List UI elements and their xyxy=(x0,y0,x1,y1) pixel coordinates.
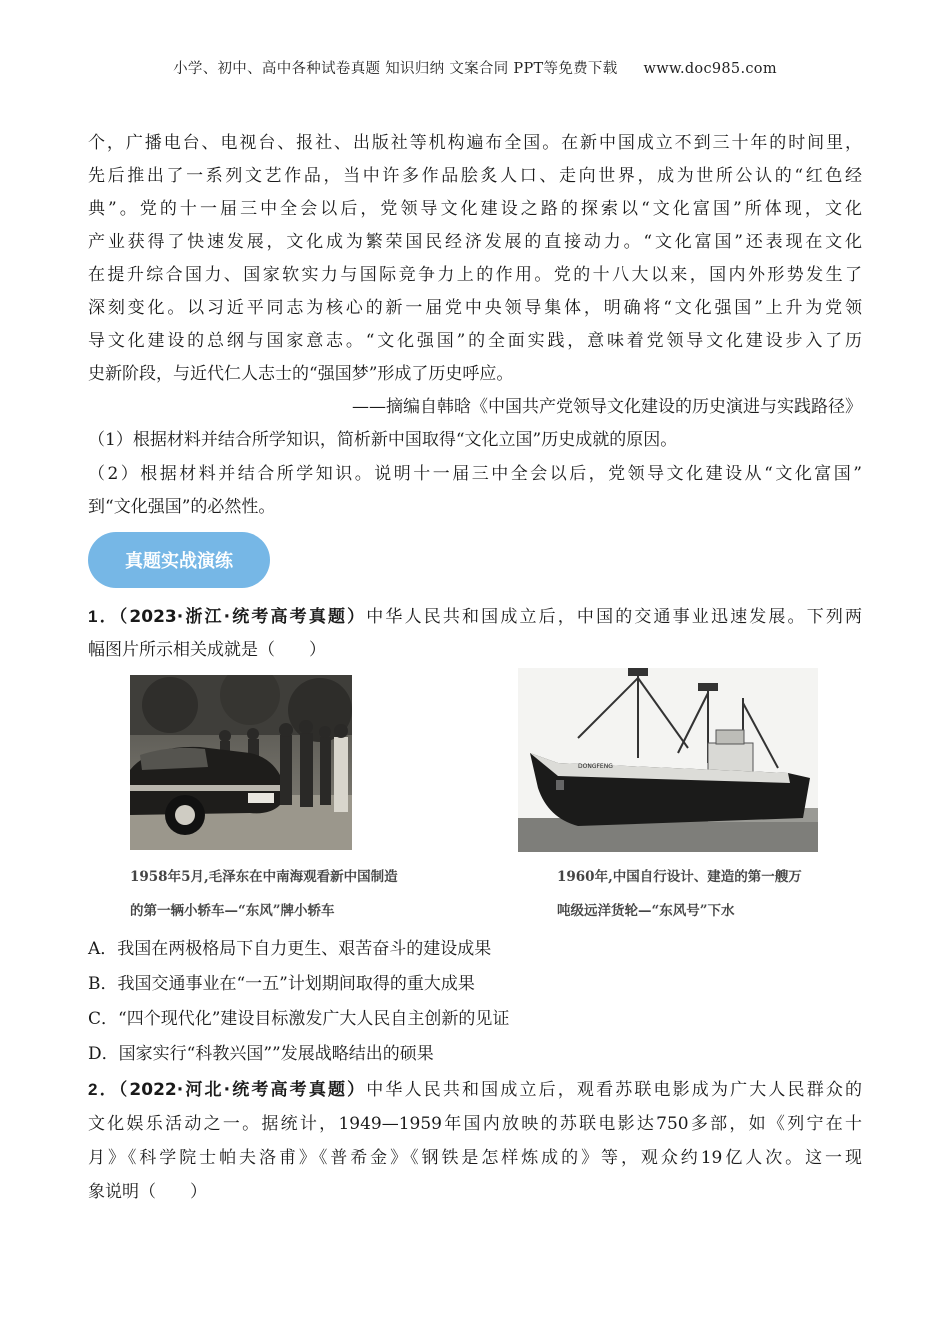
option-a[interactable]: A．我国在两极格局下自力更生、艰苦奋斗的建设成果 xyxy=(88,939,492,959)
question-2-line1: （2）根据材料并结合所学知识。说明十一届三中全会以后，党领导文化建设从“文化富国” xyxy=(88,464,862,484)
item-2-source-tag: （2022·河北·统考高考真题） xyxy=(118,1080,367,1100)
item-2-number: 2． xyxy=(88,1080,119,1099)
option-b[interactable]: B．我国交通事业在“一五”计划期间取得的重大成果 xyxy=(88,974,475,994)
material-line: 先后推出了一系列文艺作品，当中许多作品脍炙人口、走向世界，成为世所公认的“红色经 xyxy=(88,166,862,186)
ship-caption-line1: 1960年,中国自行设计、建造的第一艘万 xyxy=(557,869,802,885)
item-2-text: 中华人民共和国成立后，观看苏联电影成为广大人民群众的 xyxy=(366,1080,862,1100)
item-1-stem xyxy=(88,600,862,634)
material-source: ——摘编自韩晗《中国共产党领导文化建设的历史演进与实践路径》 xyxy=(352,397,862,417)
material-line: 典”。党的十一届三中全会以后，党领导文化建设之路的探索以“文化富国”所体现，文化 xyxy=(88,199,862,219)
item-1-stem-line2: 幅图片所示相关成就是（ ） xyxy=(88,640,326,660)
section-badge xyxy=(88,532,270,588)
material-line: 个，广播电台、电视台、报社、出版社等机构遍布全国。在新中国成立不到三十年的时间里， xyxy=(88,133,862,153)
item-2-line3: 月》《科学院士帕夫洛甫》《普希金》《钢铁是怎样炼成的》等，观众约19亿人次。这一现 xyxy=(88,1148,862,1168)
section-title: 真题实战演练 xyxy=(125,551,233,572)
item-1-number: 1． xyxy=(88,607,119,626)
car-caption-line1: 1958年5月,毛泽东在中南海观看新中国制造 xyxy=(130,869,398,885)
header-text: 小学、初中、高中各种试卷真题 知识归纳 文案合同 PPT等免费下载 xyxy=(173,61,618,77)
page-header xyxy=(0,57,950,78)
material-line: 在提升综合国力、国家软实力与国际竞争力上的作用。党的十八大以来，国内外形势发生了 xyxy=(88,265,862,285)
car-photo xyxy=(130,675,352,850)
question-2-line2: 到“文化强国”的必然性。 xyxy=(88,497,276,517)
item-1-text: 中华人民共和国成立后，中国的交通事业迅速发展。下列两 xyxy=(366,607,862,627)
car-photo-art xyxy=(130,675,352,850)
material-line: 导文化建设的总纲与国家意志。“文化强国”的全面实践，意味着党领导文化建设步入了历 xyxy=(88,331,862,351)
car-caption-line2: 的第一辆小轿车—“东风”牌小轿车 xyxy=(130,903,335,919)
header-site[interactable]: www.doc985.com xyxy=(643,61,777,77)
item-1-source-tag: （2023·浙江·统考高考真题） xyxy=(118,607,367,627)
item-2-stem xyxy=(88,1073,862,1107)
option-d[interactable]: D．国家实行“科教兴国””发展战略结出的硕果 xyxy=(88,1044,434,1064)
material-line: 产业获得了快速发展，文化成为繁荣国民经济发展的直接动力。“文化富国”还表现在文化 xyxy=(88,232,862,252)
item-2-line4: 象说明（ ） xyxy=(88,1182,207,1202)
ship-photo xyxy=(518,668,818,852)
question-1: （1）根据材料并结合所学知识，简析新中国取得“文化立国”历史成就的原因。 xyxy=(88,430,678,450)
material-line: 深刻变化。以习近平同志为核心的新一届党中央领导集体，明确将“文化强国”上升为党领 xyxy=(88,298,862,318)
ship-caption-line2: 吨级远洋货轮—“东风号”下水 xyxy=(557,903,735,919)
ship-photo-art xyxy=(518,668,818,852)
option-c[interactable]: C．“四个现代化”建设目标激发广大人民自主创新的见证 xyxy=(88,1009,510,1029)
material-line: 史新阶段，与近代仁人志士的“强国梦”形成了历史呼应。 xyxy=(88,364,514,384)
item-2-line2: 文化娱乐活动之一。据统计，1949—1959年国内放映的苏联电影达750多部，如《列宁在十 xyxy=(88,1114,862,1134)
ship-name-label: DONGFENG xyxy=(578,763,613,770)
